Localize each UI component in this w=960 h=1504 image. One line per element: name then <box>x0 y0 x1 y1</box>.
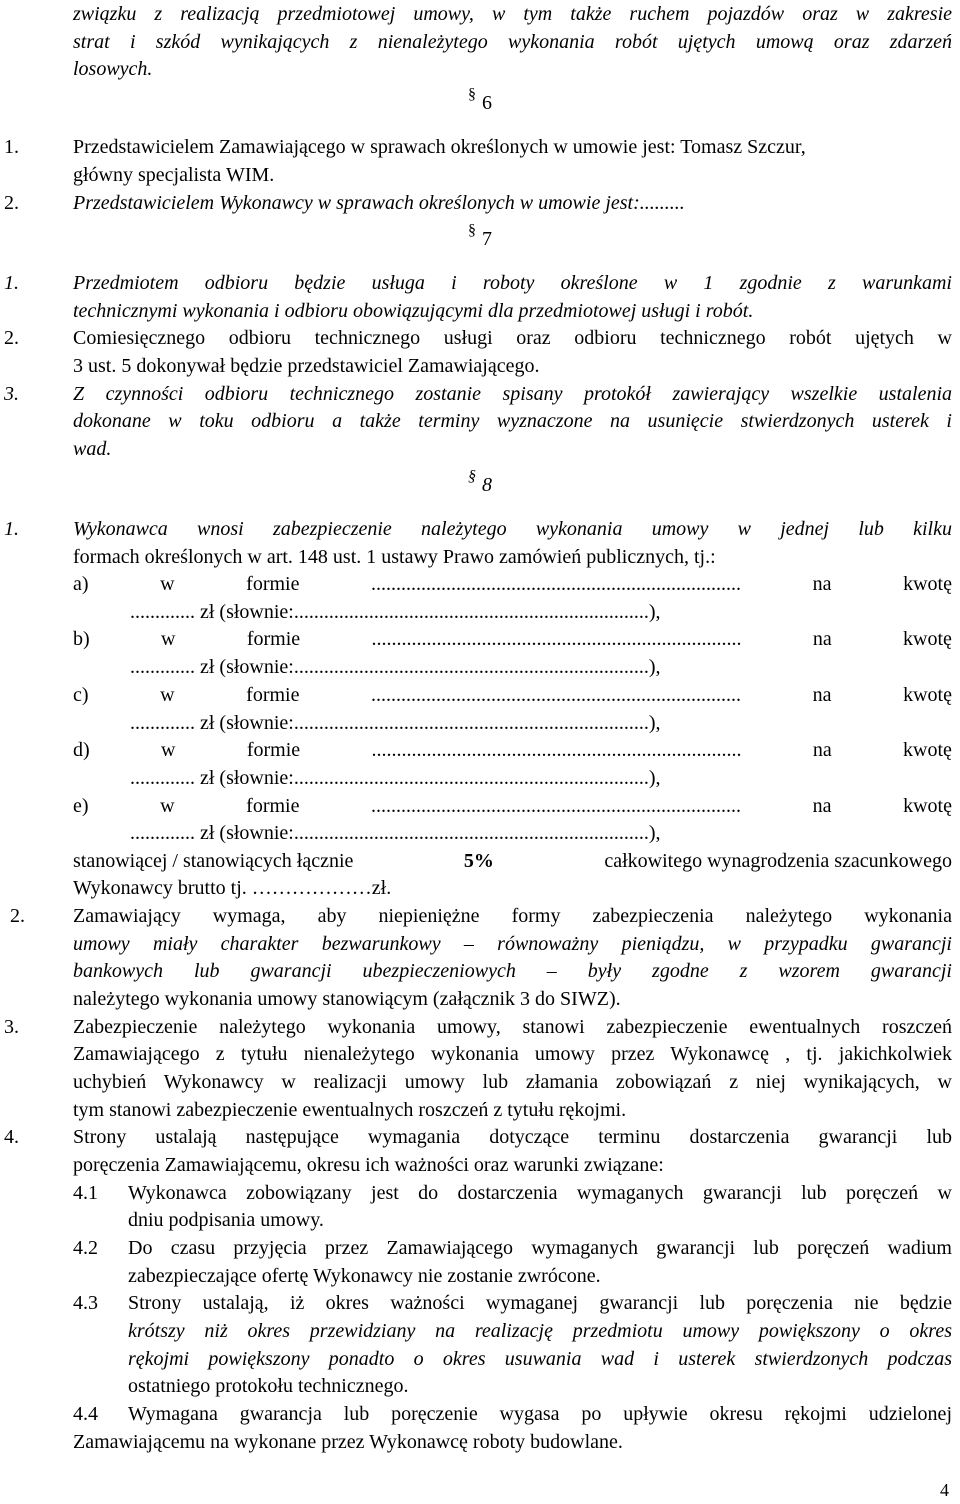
s8-p4-line-1: 4. Strony ustalają następujące wymagania dotyczące terminu dostarczenia gwarancji lub <box>4 1126 952 1148</box>
form-d-line-1: d) w formie .......................................................................... na kwotę <box>73 739 952 761</box>
s8-p1-line-1: 1. Wykonawca wnosi zabezpieczenie należytego wykonania umowy w jednej lub kilku <box>4 518 952 540</box>
page-number: 4 <box>940 1480 949 1500</box>
intro-line-3: losowych. <box>73 58 153 80</box>
intro-line-1: związku z realizacją przedmiotowej umowy, w tym także ruchem pojazdów oraz w zakresie <box>73 3 952 25</box>
s8-p2-line-4: należytego wykonania umowy stanowiącym (załącznik 3 do SIWZ). <box>73 988 621 1010</box>
section-8-heading: § 8 <box>468 468 492 496</box>
section-sign-icon: § <box>468 86 476 103</box>
form-e-line-1: e) w formie .......................................................................... na kwotę <box>73 795 952 817</box>
s7-p1-line-1: 1. Przedmiotem odbioru będzie usługa i roboty określone w 1 zgodnie z warunkami <box>4 272 952 294</box>
sub-4-3-line-1: 4.3 Strony ustalają, iż okres ważności wymaganej gwarancji lub poręczenia nie będzie <box>73 1292 952 1314</box>
form-e-line-2: ............. zł (słownie:.......................................................................), <box>130 822 661 844</box>
form-c-line-2: ............. zł (słownie:.......................................................................), <box>130 712 661 734</box>
section-7-heading: § 7 <box>468 222 492 250</box>
sub-4-1-line-1: 4.1 Wykonawca zobowiązany jest do dostarczenia wymaganych gwarancji lub poręczeń w <box>73 1182 952 1204</box>
section-sign-icon: § <box>468 468 476 485</box>
s7-p1-line-2: technicznymi wykonania i odbioru obowiązującymi dla przedmiotowej usługi i robót. <box>73 300 754 322</box>
s8-p2-line-3: bankowych lub gwarancji ubezpieczeniowych – były zgodne z wzorem gwarancji <box>73 960 952 982</box>
form-d-line-2: ............. zł (słownie:.......................................................................), <box>130 767 661 789</box>
section-sign-icon: § <box>468 222 476 239</box>
s8-p2-line-2: umowy miały charakter bezwarunkowy – równoważny pieniądzu, w przypadku gwarancji <box>73 933 952 955</box>
s8-p1-line-2: formach określonych w art. 148 ust. 1 ustawy Prawo zamówień publicznych, tj.: <box>73 546 716 568</box>
s8-p3-line-2: Zamawiającego z tytułu nienależytego wykonania umowy przez Wykonawcę , tj. jakichkolwiek <box>73 1043 952 1065</box>
section-6-heading: § 6 <box>468 86 492 114</box>
sub-4-2-line-2: zabezpieczające ofertę Wykonawcy nie zostanie zwrócone. <box>128 1265 601 1287</box>
form-a-line-1: a) w formie .......................................................................... na kwotę <box>73 573 952 595</box>
sub-4-3-line-3: rękojmi powiększony ponadto o okres usuwania wad i usterek stwierdzonych podczas <box>128 1348 952 1370</box>
form-b-line-2: ............. zł (słownie:.......................................................................), <box>130 656 661 678</box>
s7-p3-line-1: 3. Z czynności odbioru technicznego zostanie spisany protokół zawierający wszelkie ustalenia <box>4 383 952 405</box>
s8-p3-line-3: uchybień Wykonawcy w realizacji umowy lub złamania zobowiązań z niej wynikających, w <box>73 1071 952 1093</box>
sub-4-4-line-2: Zamawiającemu na wykonane przez Wykonawcę roboty budowlane. <box>73 1431 623 1453</box>
sub-4-1-line-2: dniu podpisania umowy. <box>128 1209 324 1231</box>
s8-p2-line-1: 2. Zamawiający wymaga, aby niepieniężne formy zabezpieczenia należytego wykonania <box>10 905 952 927</box>
s7-p3-line-3: wad. <box>73 438 112 460</box>
s6-p1-line-2: główny specjalista WIM. <box>73 164 275 186</box>
s8-p3-line-1: 3. Zabezpieczenie należytego wykonania umowy, stanowi zabezpieczenie ewentualnych roszczeń <box>4 1016 952 1038</box>
sub-4-2-line-1: 4.2 Do czasu przyjęcia przez Zamawiającego wymaganych gwarancji lub poręczeń wadium <box>73 1237 952 1259</box>
s7-p2-line-2: 3 ust. 5 dokonywał będzie przedstawiciel Zamawiającego. <box>73 355 540 377</box>
s7-p2-line-1: 2. Comiesięcznego odbioru technicznego usługi oraz odbioru technicznego robót ujętych w <box>4 327 952 349</box>
form-c-line-1: c) w formie .......................................................................... na kwotę <box>73 684 952 706</box>
s8-p4-line-2: poręczenia Zamawiającemu, okresu ich ważności oraz warunki związane: <box>73 1154 664 1176</box>
s8-summary-line-2: Wykonawcy brutto tj. ………………zł. <box>73 877 392 899</box>
s6-p1-line-1: 1. Przedstawicielem Zamawiającego w sprawach określonych w umowie jest: Tomasz Szczur, <box>4 136 806 158</box>
s8-summary-line-1: stanowiącej / stanowiących łącznie 5% całkowitego wynagrodzenia szacunkowego <box>73 850 952 872</box>
s7-p3-line-2: dokonane w toku odbioru a także terminy wyznaczone na usunięcie stwierdzonych usterek i <box>73 410 952 432</box>
s8-p3-line-4: tym stanowi zabezpieczenie ewentualnych roszczeń z tytułu rękojmi. <box>73 1099 627 1121</box>
s6-p2-line-1: 2. Przedstawicielem Wykonawcy w sprawach określonych w umowie jest:......... <box>4 192 685 214</box>
form-a-line-2: ............. zł (słownie:.......................................................................), <box>130 601 661 623</box>
sub-4-3-line-2: krótszy niż okres przewidziany na realizację przedmiotu umowy powiększony o okres <box>128 1320 952 1342</box>
intro-line-2: strat i szkód wynikających z nienależytego wykonania robót ujętych umową oraz zdarzeń <box>73 31 952 53</box>
form-b-line-1: b) w formie .......................................................................... na kwotę <box>73 628 952 650</box>
sub-4-4-line-1: 4.4 Wymagana gwarancja lub poręczenie wygasa po upływie okresu rękojmi udzielonej <box>73 1403 952 1425</box>
sub-4-3-line-4: ostatniego protokołu technicznego. <box>128 1375 409 1397</box>
